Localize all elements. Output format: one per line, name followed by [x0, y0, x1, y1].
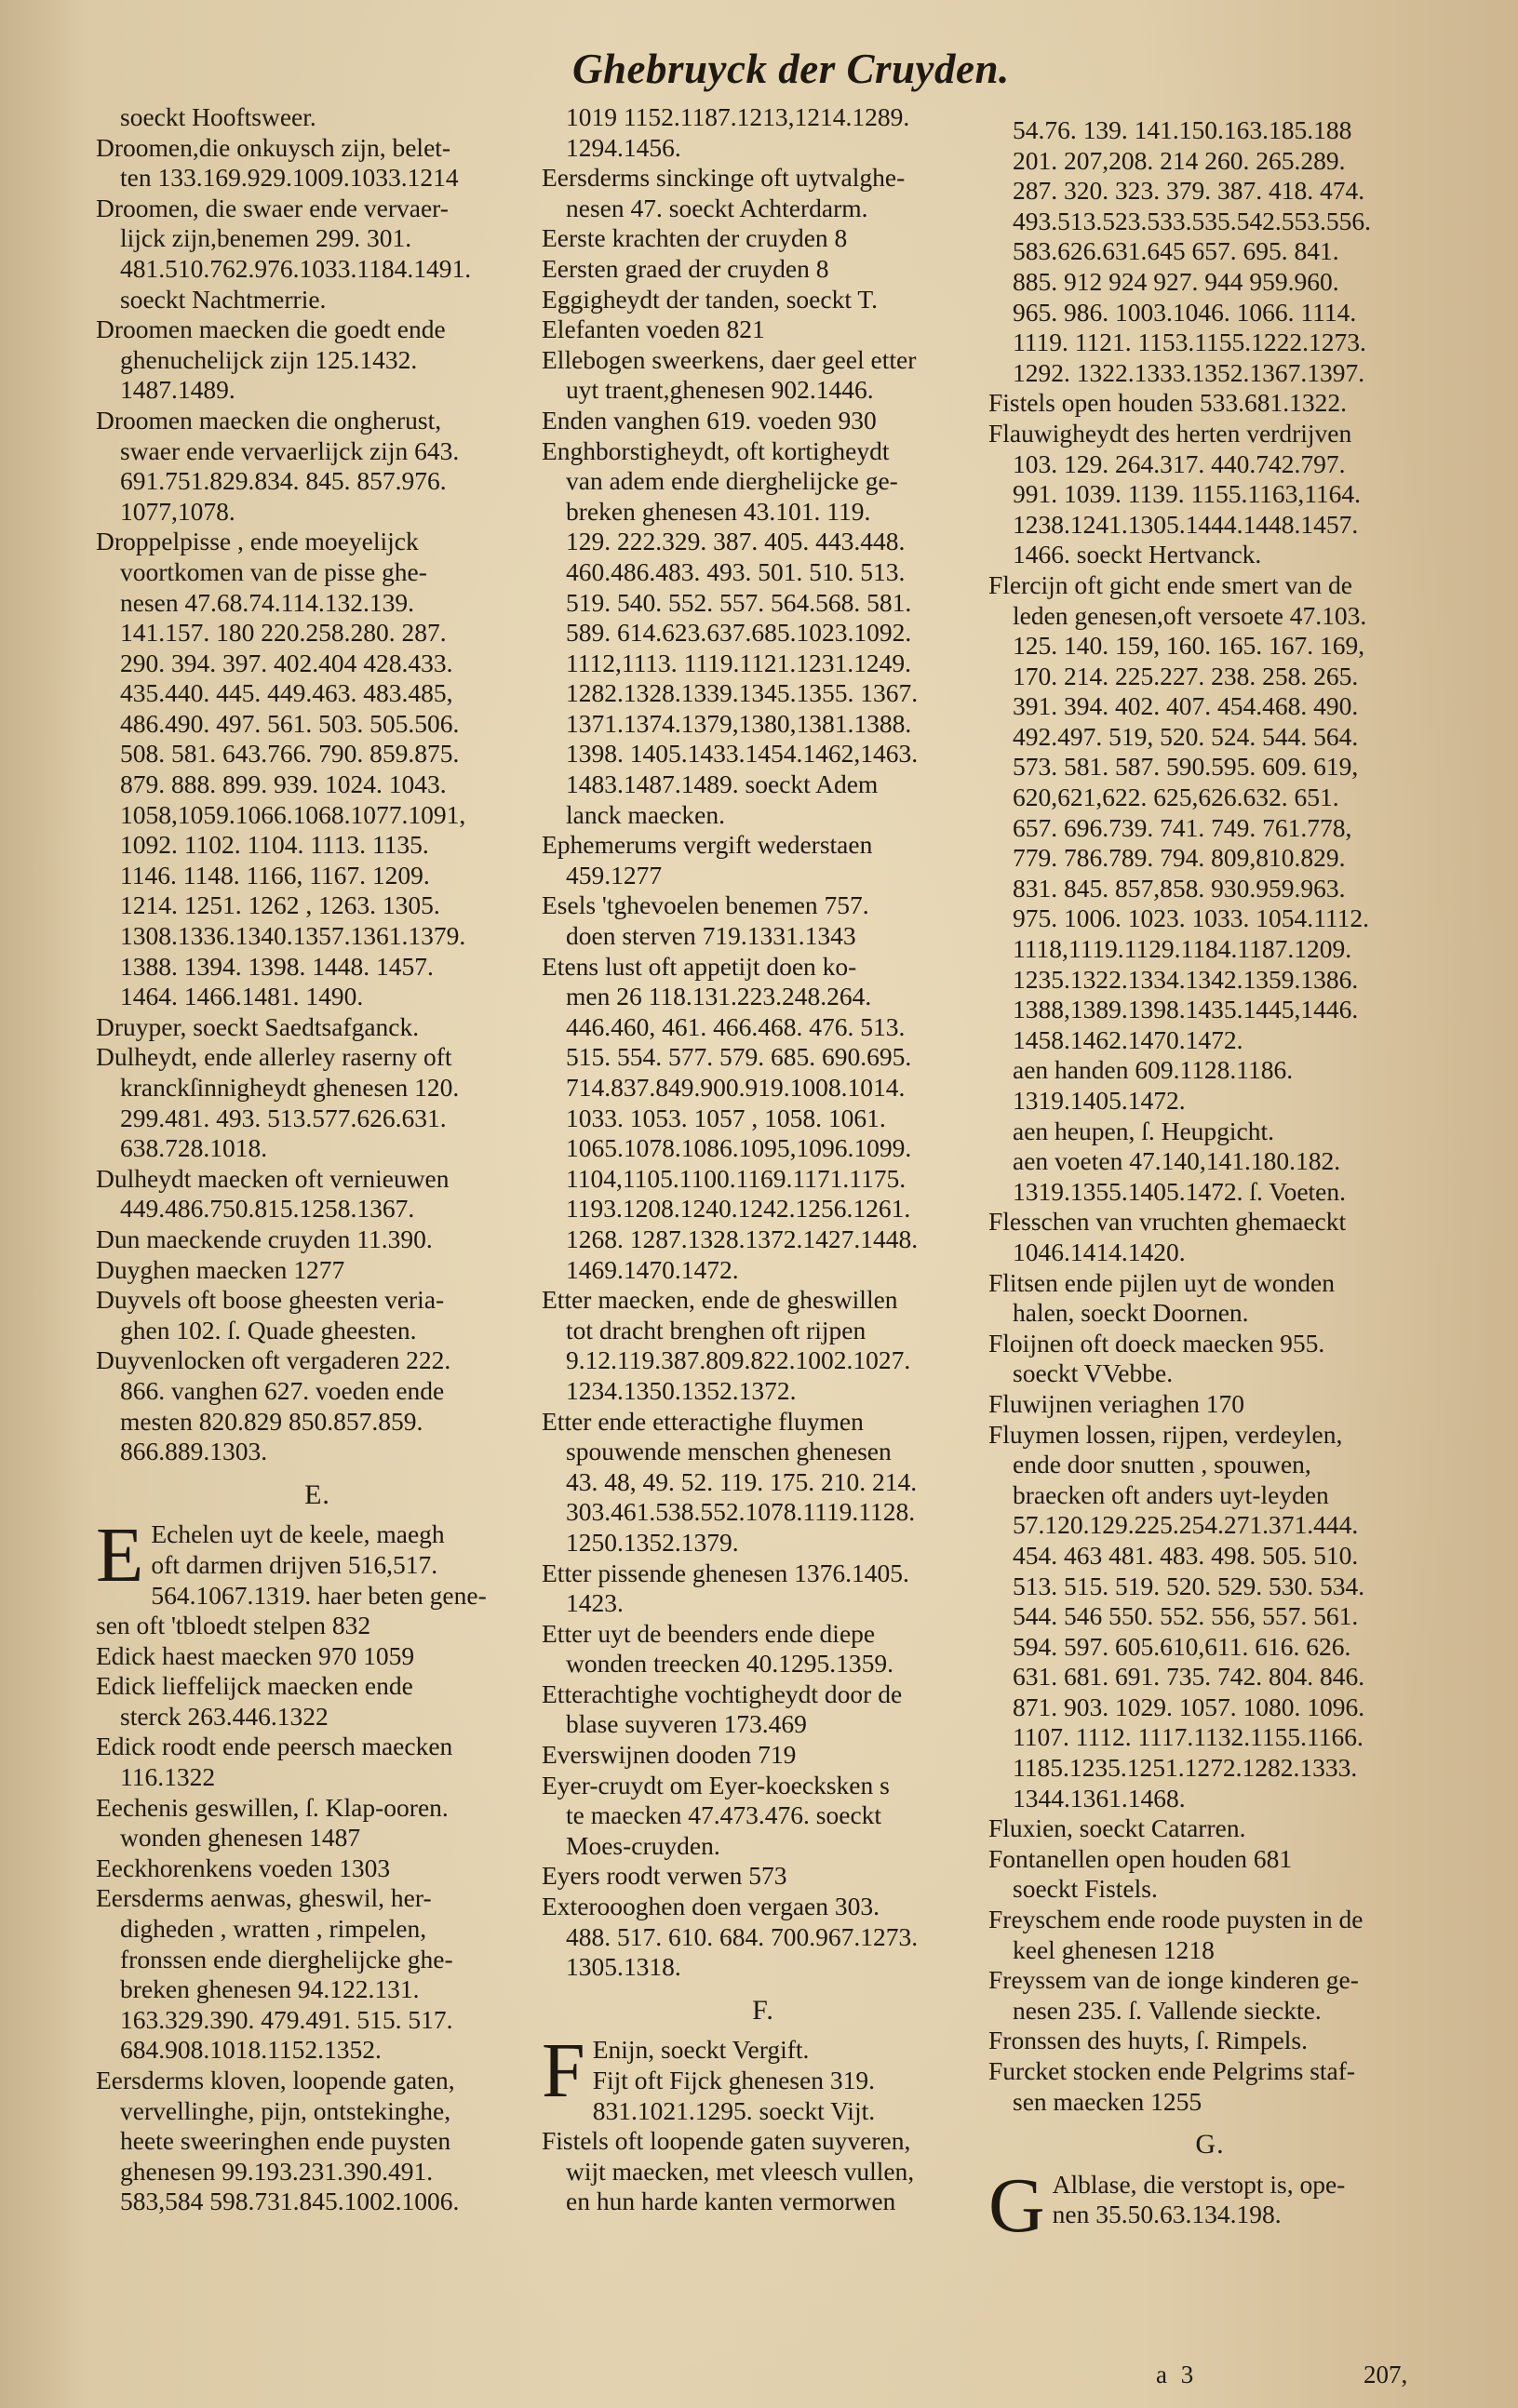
entry-headword-line: Etens lust oft appetijt doen ko-	[542, 951, 857, 981]
entry-continuation-line: 9.12.119.387.809.822.1002.1027.	[566, 1345, 911, 1375]
entry-continuation-line: 449.486.750.815.1258.1367.	[120, 1194, 415, 1224]
entry-continuation-line: vervellinghe, pijn, ontstekinghe,	[120, 2095, 451, 2125]
entry-continuation-line: Moes-cruyden.	[566, 1830, 720, 1860]
entry-continuation-line: sterck 263.446.1322	[120, 1701, 329, 1731]
entry-continuation-line: 1235.1322.1334.1342.1359.1386.	[1013, 964, 1359, 994]
entry-continuation-line: sen maecken 1255	[1013, 2086, 1202, 2116]
entry-headword-line: Eggigheydt der tanden, soeckt T.	[542, 284, 878, 314]
entry-headword-line: Flercijn oft gicht ende smert van de	[988, 569, 1352, 599]
entry-continuation-line: 1238.1241.1305.1444.1448.1457.	[1013, 509, 1359, 539]
entry-continuation-line: ghen 102. ſ. Quade gheesten.	[120, 1315, 417, 1344]
index-entry	[542, 406, 985, 436]
entry-headword-line: Enghborstigheydt, oft kortigheydt	[542, 435, 890, 465]
entry-continuation-line: nesen 47. soeckt Achterdarm.	[566, 193, 868, 222]
section-letter: E.	[304, 1478, 330, 1510]
index-entry	[96, 1012, 539, 1043]
entry-continuation-line: soeckt Fistels.	[1013, 1874, 1158, 1904]
entry-continuation-line: 508. 581. 643.766. 790. 859.875.	[120, 739, 460, 769]
index-entry	[542, 1559, 985, 1619]
entry-headword-line: Duyvenlocken oft vergaderen 222.	[96, 1345, 451, 1375]
entry-continuation-line: 1112,1113. 1119.1121.1231.1249.	[566, 648, 911, 677]
entry-headword-line: Eeckhorenkens voeden 1303	[96, 1853, 391, 1882]
entry-continuation-line: braecken oft anders uyt-leyden	[1013, 1479, 1329, 1509]
entry-headword-line: Freyssem van de ionge kinderen ge-	[988, 1965, 1359, 1995]
entry-continuation-line: nen 35.50.63.134.198.	[1052, 2200, 1282, 2229]
index-entry	[96, 1883, 539, 2066]
entry-continuation-line: 1185.1235.1251.1272.1282.1333.	[1013, 1753, 1358, 1783]
entry-headword-line: Droomen maecken die ongherust,	[96, 405, 442, 435]
index-entry	[96, 133, 539, 194]
index-entry	[542, 436, 985, 831]
drop-initial: G	[988, 2161, 1045, 2249]
entry-continuation-line: 866.889.1303.	[120, 1437, 268, 1466]
entry-continuation-line: spouwende menschen ghenesen	[566, 1437, 892, 1466]
entry-headword-line: aen heupen, ſ. Heupgicht.	[1013, 1116, 1275, 1145]
entry-headword-line: Dulheydt, ende allerley raserny oft	[96, 1042, 452, 1072]
entry-continuation-line: 589. 614.623.637.685.1023.1092.	[566, 618, 912, 648]
entry-headword-line: Ephemerums vergift wederstaen	[542, 830, 873, 860]
entry-continuation-line: Fijt oft Fijck ghenesen 319.	[592, 2066, 875, 2094]
entry-headword-line: Eyers roodt verwen 573	[542, 1861, 787, 1891]
entry-headword-line: Everswijnen dooden 719	[542, 1740, 797, 1770]
index-entry	[542, 254, 985, 285]
entry-headword-line: Eerste krachten der cruyden 8	[542, 223, 848, 253]
index-entry	[542, 345, 985, 406]
entry-continuation-line: 684.908.1018.1152.1352.	[120, 2035, 382, 2065]
entry-continuation-line: digheden , wratten , rimpelen,	[120, 1914, 427, 1944]
index-entry	[988, 1905, 1431, 1965]
entry-continuation-line: 1292. 1322.1333.1352.1367.1397.	[1013, 357, 1365, 387]
entry-continuation-line: 1466. soeckt Hertvanck.	[1013, 540, 1262, 569]
entry-headword-line: 1019 1152.1187.1213,1214.1289.	[566, 102, 910, 131]
entry-headword-line: Eechenis geswillen, ſ. Klap-ooren.	[96, 1792, 449, 1822]
entry-continuation-line: 1487.1489.	[120, 375, 235, 405]
entry-headword-line: aen handen 609.1128.1186.	[1013, 1055, 1294, 1085]
index-entry	[988, 419, 1431, 570]
entry-continuation-line: 573. 581. 587. 590.595. 609. 619,	[1013, 752, 1359, 782]
entry-continuation-line: 459.1277	[566, 860, 663, 890]
entry-continuation-line: 638.728.1018.	[120, 1133, 268, 1163]
entry-continuation-line: voortkomen van de pisse ghe-	[120, 556, 427, 586]
entry-continuation-line: 866. vanghen 627. voeden ende	[120, 1375, 445, 1405]
entry-headword-line: Enijn, soeckt Vergift.	[592, 2035, 810, 2065]
entry-continuation-line: doen sterven 719.1331.1343	[566, 921, 856, 951]
entry-continuation-line: men 26 118.131.223.248.264.	[566, 982, 872, 1011]
index-entry	[988, 1146, 1431, 1207]
entry-continuation-line: 965. 986. 1003.1046. 1066. 1114.	[1013, 297, 1357, 327]
index-entry	[988, 1055, 1431, 1116]
entry-continuation-line: 594. 597. 605.610,611. 616. 626.	[1013, 1631, 1351, 1661]
entry-headword-line: Elefanten voeden 821	[542, 314, 765, 344]
entry-continuation-line: ghenesen 99.193.231.390.491.	[120, 2156, 434, 2186]
entry-continuation-line: 657. 696.739. 741. 749. 761.778,	[1013, 812, 1352, 842]
index-entry	[96, 1345, 539, 1466]
entry-headword-line: Esels 'tghevoelen benemen 757.	[542, 890, 869, 920]
index-entry	[96, 1732, 539, 1792]
signature-mark: a 3	[1156, 2361, 1198, 2388]
entry-continuation-line: en hun harde kanten vermorwen	[566, 2187, 896, 2216]
index-entry	[96, 1255, 539, 1286]
index-entry	[988, 1268, 1431, 1329]
index-entry	[988, 1389, 1431, 1420]
index-entry-initial	[96, 1512, 539, 1640]
entry-continuation-line: 303.461.538.552.1078.1119.1128.	[566, 1497, 916, 1527]
entry-continuation-line: 1092. 1102. 1104. 1113. 1135.	[120, 830, 429, 860]
entry-continuation-line: 691.751.829.834. 845. 857.976.	[120, 466, 447, 496]
index-entry	[542, 1619, 985, 1679]
entry-headword-line: Fronssen des huyts, ſ. Rimpels.	[988, 2026, 1308, 2055]
entry-continuation-line: 103. 129. 264.317. 440.742.797.	[1013, 448, 1346, 478]
entry-continuation-line: soeckt VVebbe.	[1013, 1358, 1174, 1388]
index-entry	[542, 952, 985, 1286]
entry-continuation-line: 1319.1405.1472.	[1013, 1086, 1186, 1115]
entry-continuation-line: 1234.1350.1352.1372.	[566, 1375, 797, 1405]
entry-continuation-line: 460.486.483. 493. 501. 510. 513.	[566, 556, 906, 586]
entry-continuation-line: swaer ende vervaerlijck zijn 643.	[120, 435, 460, 465]
index-column-3	[988, 115, 1431, 2249]
entry-continuation-line: 446.460, 461. 466.468. 476. 513.	[566, 1011, 906, 1041]
index-entry	[542, 1285, 985, 1406]
entry-headword-line: Droomen,die onkuysch zijn, belet-	[96, 132, 451, 162]
entry-continuation-line: 454. 463 481. 483. 498. 505. 510.	[1013, 1540, 1359, 1570]
index-entry	[988, 1965, 1431, 2026]
entry-headword-line: Dun maeckende cruyden 11.390.	[96, 1224, 433, 1253]
entry-continuation-line: 519. 540. 552. 557. 564.568. 581.	[566, 587, 912, 617]
index-entry-initial	[988, 2161, 1431, 2249]
index-entry	[96, 1224, 539, 1255]
index-entry	[96, 194, 539, 314]
entry-headword-line: Flauwigheydt des herten verdrijven	[988, 418, 1352, 448]
entry-headword-line: Etterachtighe vochtigheydt door de	[542, 1679, 903, 1708]
entry-continuation-line: 170. 214. 225.227. 238. 258. 265.	[1013, 661, 1359, 690]
entry-headword-line: Eersten graed der cruyden 8	[542, 253, 829, 283]
entry-headword-line: Flesschen van vruchten ghemaeckt	[988, 1207, 1347, 1237]
entry-continuation-line: 831.1021.1295. soeckt Vijt.	[592, 2095, 876, 2125]
index-entry	[96, 1285, 539, 1345]
entry-headword-line: Ellebogen sweerkens, daer geel etter	[542, 344, 917, 374]
index-entry	[542, 102, 985, 163]
entry-continuation-line: fronssen ende dierghelijcke ghe-	[120, 1944, 453, 1973]
index-entry	[96, 1641, 539, 1672]
entry-continuation-line: 1319.1355.1405.1472. ſ. Voeten.	[1013, 1176, 1347, 1206]
entry-continuation-line: 492.497. 519, 520. 524. 544. 564.	[1013, 721, 1359, 751]
entry-continuation-line: 1058,1059.1066.1068.1077.1091,	[120, 799, 466, 829]
index-entry	[542, 314, 985, 345]
entry-headword-line: Floijnen oft doeck maecken 955.	[988, 1328, 1325, 1358]
entry-continuation-line: 201. 207,208. 214 260. 265.289.	[1013, 145, 1346, 175]
entry-headword-line: Eyer-cruydt om Eyer-koecksken s	[542, 1770, 890, 1799]
index-entry	[988, 570, 1431, 1056]
entry-continuation-line: 564.1067.1319. haer beten gene-	[151, 1580, 487, 1610]
entry-continuation-line: ende door snutten , spouwen,	[1013, 1450, 1311, 1479]
entry-continuation-line: 435.440. 445. 449.463. 483.485,	[120, 678, 453, 708]
entry-headword-line: Fontanellen open houden 681	[988, 1843, 1293, 1873]
entry-continuation-line: 1388,1389.1398.1435.1445,1446.	[1013, 995, 1359, 1024]
entry-continuation-line: wijt maecken, met vleesch vullen,	[566, 2156, 915, 2186]
entry-continuation-line: 481.510.762.976.1033.1184.1491.	[120, 253, 472, 283]
index-entry	[988, 2056, 1431, 2117]
entry-continuation-line: 116.1322	[120, 1762, 216, 1792]
entry-continuation-line: heete sweeringhen ende puysten	[120, 2126, 451, 2156]
entry-continuation-line: soeckt Nachtmerrie.	[120, 284, 327, 314]
entry-continuation-line: 1065.1078.1086.1095,1096.1099.	[566, 1133, 912, 1163]
index-entry	[96, 1793, 539, 1853]
entry-continuation-line: 1305.1318.	[566, 1952, 681, 1982]
entry-continuation-line: 391. 394. 402. 407. 454.468. 490.	[1013, 691, 1359, 721]
section-letter: G.	[1195, 2129, 1225, 2161]
index-entry	[988, 1813, 1431, 1844]
entry-headword-line: Alblase, die verstopt is, ope-	[1052, 2169, 1346, 2199]
entry-continuation-line: sen oft 'tbloedt stelpen 832	[96, 1611, 371, 1640]
entry-continuation-line: lanck maecken.	[566, 799, 726, 829]
entry-continuation-line: 57.120.129.225.254.271.371.444.	[1013, 1510, 1359, 1540]
entry-headword-line: Duyghen maecken 1277	[96, 1254, 345, 1284]
entry-continuation-line: 991. 1039. 1139. 1155.1163,1164.	[1013, 479, 1362, 509]
entry-headword-line: Fistels open houden 533.681.1322.	[988, 388, 1347, 418]
entry-continuation-line: leden genesen,oft versoete 47.103.	[1013, 600, 1367, 630]
entry-headword-line: soeckt Hooftsweer.	[120, 102, 316, 131]
entry-continuation-line: 488. 517. 610. 684. 700.967.1273.	[566, 1921, 919, 1951]
entry-continuation-line: nesen 235. ſ. Vallende sieckte.	[1013, 1995, 1322, 2025]
index-entry	[96, 406, 539, 527]
index-entry	[988, 1420, 1431, 1814]
section-letter: F.	[752, 1994, 774, 2026]
index-entry	[542, 830, 985, 890]
entry-headword-line: Droppelpisse , ende moeyelijck	[96, 527, 419, 556]
entry-continuation-line: 125. 140. 159, 160. 165. 167. 169,	[1013, 631, 1365, 661]
entry-headword-line: Eersderms aenwas, gheswil, her-	[96, 1883, 432, 1913]
index-entry	[96, 1042, 539, 1163]
entry-continuation-line: 1146. 1148. 1166, 1167. 1209.	[120, 860, 430, 890]
entry-continuation-line: 779. 786.789. 794. 809,810.829.	[1013, 843, 1346, 873]
entry-continuation-line: 620,621,622. 625,626.632. 651.	[1013, 783, 1339, 812]
entry-continuation-line: van adem ende dierghelijcke ge-	[566, 466, 898, 496]
entry-headword-line: aen voeten 47.140,141.180.182.	[1013, 1146, 1341, 1176]
index-column-1	[96, 102, 539, 2217]
entry-continuation-line: 631. 681. 691. 735. 742. 804. 846.	[1013, 1662, 1365, 1692]
entry-continuation-line: 871. 903. 1029. 1057. 1080. 1096.	[1013, 1692, 1365, 1721]
entry-continuation-line: lijck zijn,benemen 299. 301.	[120, 223, 412, 253]
entry-headword-line: Edick lieffelijck maecken ende	[96, 1671, 413, 1701]
entry-continuation-line: 141.157. 180 220.258.280. 287.	[120, 618, 447, 648]
entry-headword-line: Enden vanghen 619. voeden 930	[542, 405, 877, 435]
index-entry	[96, 527, 539, 1012]
index-entry	[988, 388, 1431, 419]
entry-headword-line: Eersderms sinckinge oft uytvalghe-	[542, 163, 906, 193]
entry-continuation-line: 1458.1462.1470.1472.	[1013, 1024, 1243, 1054]
index-entry	[988, 115, 1431, 388]
index-entry	[96, 1671, 539, 1732]
entry-headword-line: Etter ende etteractighe fluymen	[542, 1406, 864, 1436]
entry-continuation-line: 1308.1336.1340.1357.1361.1379.	[120, 921, 466, 951]
entry-headword-line: Flitsen ende pijlen uyt de wonden	[988, 1267, 1335, 1297]
entry-continuation-line: 1077,1078.	[120, 496, 235, 526]
entry-continuation-line: kranckſinnigheydt ghenesen 120.	[120, 1073, 460, 1102]
entry-continuation-line: halen, soeckt Doornen.	[1013, 1298, 1249, 1328]
entry-continuation-line: 1371.1374.1379,1380,1381.1388.	[566, 708, 912, 738]
index-entry	[96, 102, 539, 133]
entry-continuation-line: 43. 48, 49. 52. 119. 175. 210. 214.	[566, 1466, 918, 1496]
index-entry	[542, 1771, 985, 1862]
entry-headword-line: Droomen maecken die goedt ende	[96, 314, 446, 344]
entry-continuation-line: keel ghenesen 1218	[1013, 1934, 1215, 1964]
entry-continuation-line: 1344.1361.1468.	[1013, 1783, 1186, 1813]
index-entry	[96, 1164, 539, 1224]
entry-continuation-line: 1268. 1287.1328.1372.1427.1448.	[566, 1224, 919, 1253]
entry-headword-line: Echelen uyt de keele, maegh	[151, 1519, 445, 1549]
entry-continuation-line: 1282.1328.1339.1345.1355. 1367.	[566, 678, 919, 708]
entry-continuation-line: 299.481. 493. 513.577.626.631.	[120, 1103, 447, 1132]
entry-continuation-line: 714.837.849.900.919.1008.1014.	[566, 1073, 906, 1102]
entry-continuation-line: 1033. 1053. 1057 , 1058. 1061.	[566, 1103, 886, 1132]
entry-continuation-line: 1294.1456.	[566, 132, 681, 162]
entry-continuation-line: 515. 554. 577. 579. 685. 690.695.	[566, 1042, 912, 1072]
entry-headword-line: Exteroooghen doen vergaen 303.	[542, 1892, 880, 1921]
running-head: Ghebruyck der Cruyden.	[572, 46, 1010, 92]
entry-continuation-line: breken ghenesen 94.122.131.	[120, 1974, 420, 2004]
entry-continuation-line: 1104,1105.1100.1169.1171.1175.	[566, 1163, 907, 1193]
entry-continuation-line: 1193.1208.1240.1242.1256.1261.	[566, 1194, 911, 1224]
entry-continuation-line: te maecken 47.473.476. soeckt	[566, 1800, 882, 1830]
entry-continuation-line: tot dracht brenghen oft rijpen	[566, 1315, 866, 1344]
entry-continuation-line: 831. 845. 857,858. 930.959.963.	[1013, 873, 1346, 903]
entry-continuation-line: 583.626.631.645 657. 695. 841.	[1013, 236, 1339, 266]
index-entry	[542, 890, 985, 951]
index-entry	[988, 2026, 1431, 2056]
entry-continuation-line: blase suyveren 173.469	[566, 1709, 807, 1739]
entry-continuation-line: 1483.1487.1489. soeckt Adem	[566, 769, 879, 799]
index-entry	[542, 1861, 985, 1892]
entry-headword-line: Droomen, die swaer ende vervaer-	[96, 193, 449, 222]
entry-continuation-line: nesen 47.68.74.114.132.139.	[120, 587, 414, 617]
entry-continuation-line: 290. 394. 397. 402.404 428.433.	[120, 648, 453, 677]
entry-headword-line: Etter maecken, ende de gheswillen	[542, 1285, 898, 1315]
index-entry	[542, 1892, 985, 1983]
catchword: 207,	[1364, 2361, 1408, 2388]
entry-continuation-line: 1118,1119.1129.1184.1187.1209.	[1013, 934, 1352, 964]
index-column-2	[542, 102, 985, 2217]
entry-headword-line: Fistels oft loopende gaten suyveren,	[542, 2126, 911, 2156]
drop-initial: E	[96, 1512, 144, 1599]
entry-continuation-line: 1250.1352.1379.	[566, 1527, 739, 1557]
entry-continuation-line: wonden treecken 40.1295.1359.	[566, 1649, 894, 1679]
entry-headword-line: Fluymen lossen, rijpen, verdeylen,	[988, 1419, 1343, 1449]
index-entry	[988, 1207, 1431, 1267]
entry-continuation-line: 163.329.390. 479.491. 515. 517.	[120, 2004, 453, 2034]
index-entry	[96, 1853, 539, 1884]
index-entry	[542, 285, 985, 315]
entry-continuation-line: 513. 515. 519. 520. 529. 530. 534.	[1013, 1571, 1365, 1600]
entry-continuation-line: 1214. 1251. 1262 , 1263. 1305.	[120, 890, 440, 920]
entry-headword-line: Edick roodt ende peersch maecken	[96, 1732, 453, 1761]
entry-continuation-line: ten 133.169.929.1009.1033.1214	[120, 163, 459, 193]
entry-continuation-line: 544. 546 550. 552. 556, 557. 561.	[1013, 1601, 1359, 1631]
entry-headword-line: 54.76. 139. 141.150.163.185.188	[1013, 115, 1352, 144]
entry-headword-line: Etter pissende ghenesen 1376.1405.	[542, 1558, 909, 1587]
entry-headword-line: Furcket stocken ende Pelgrims staf-	[988, 2056, 1356, 2085]
index-entry	[542, 1407, 985, 1559]
entry-continuation-line: 879. 888. 899. 939. 1024. 1043.	[120, 769, 447, 799]
entry-headword-line: Dulheydt maecken oft vernieuwen	[96, 1163, 450, 1193]
entry-headword-line: Edick haest maecken 970 1059	[96, 1640, 415, 1670]
entry-continuation-line: 1119. 1121. 1153.1155.1222.1273.	[1013, 328, 1366, 357]
entry-continuation-line: 486.490. 497. 561. 503. 505.506.	[120, 708, 460, 738]
entry-continuation-line: ghenuchelijck zijn 125.1432.	[120, 344, 418, 374]
entry-headword-line: Eersderms kloven, loopende gaten,	[96, 2066, 455, 2094]
entry-continuation-line: 885. 912 924 927. 944 959.960.	[1013, 266, 1339, 296]
index-entry	[988, 1844, 1431, 1905]
entry-headword-line: Duyvels oft boose gheesten veria-	[96, 1285, 445, 1315]
entry-continuation-line: 129. 222.329. 387. 405. 443.448.	[566, 527, 906, 556]
index-entry	[542, 1740, 985, 1771]
entry-continuation-line: 493.513.523.533.535.542.553.556.	[1013, 206, 1371, 235]
entry-continuation-line: 583,584 598.731.845.1002.1006.	[120, 2187, 460, 2216]
entry-continuation-line: 1046.1414.1420.	[1013, 1237, 1186, 1266]
index-entry	[542, 2126, 985, 2217]
entry-continuation-line: breken ghenesen 43.101. 119.	[566, 496, 871, 526]
entry-continuation-line: 1398. 1405.1433.1454.1462,1463.	[566, 739, 919, 769]
index-entry	[542, 223, 985, 254]
entry-continuation-line: 1464. 1466.1481. 1490.	[120, 982, 364, 1011]
entry-continuation-line: 1107. 1112. 1117.1132.1155.1166.	[1013, 1722, 1364, 1752]
entry-continuation-line: wonden ghenesen 1487	[120, 1823, 361, 1853]
index-entry	[988, 1329, 1431, 1389]
entry-continuation-line: oft darmen drijven 516,517.	[151, 1549, 438, 1579]
entry-continuation-line: 1423.	[566, 1588, 624, 1618]
entry-continuation-line: uyt traent,ghenesen 902.1446.	[566, 375, 874, 405]
entry-continuation-line: 1388. 1394. 1398. 1448. 1457.	[120, 951, 434, 981]
index-entry	[542, 1679, 985, 1740]
index-entry	[96, 2066, 539, 2217]
entry-continuation-line: 975. 1006. 1023. 1033. 1054.1112.	[1013, 903, 1369, 933]
index-entry	[542, 163, 985, 223]
entry-continuation-line: 1469.1470.1472.	[566, 1254, 739, 1284]
drop-initial: F	[542, 2027, 585, 2115]
index-entry	[96, 314, 539, 406]
entry-continuation-line: mesten 820.829 850.857.859.	[120, 1406, 423, 1436]
entry-headword-line: Fluwijnen veriaghen 170	[988, 1388, 1244, 1418]
index-entry-initial	[542, 2027, 985, 2126]
entry-continuation-line: 287. 320. 323. 379. 387. 418. 474.	[1013, 176, 1365, 206]
index-entry	[988, 1117, 1431, 1147]
entry-headword-line: Etter uyt de beenders ende diepe	[542, 1618, 876, 1648]
entry-headword-line: Freyschem ende roode puysten in de	[988, 1905, 1364, 1934]
entry-headword-line: Fluxien, soeckt Catarren.	[988, 1813, 1246, 1843]
entry-headword-line: Druyper, soeckt Saedtsafganck.	[96, 1011, 420, 1041]
